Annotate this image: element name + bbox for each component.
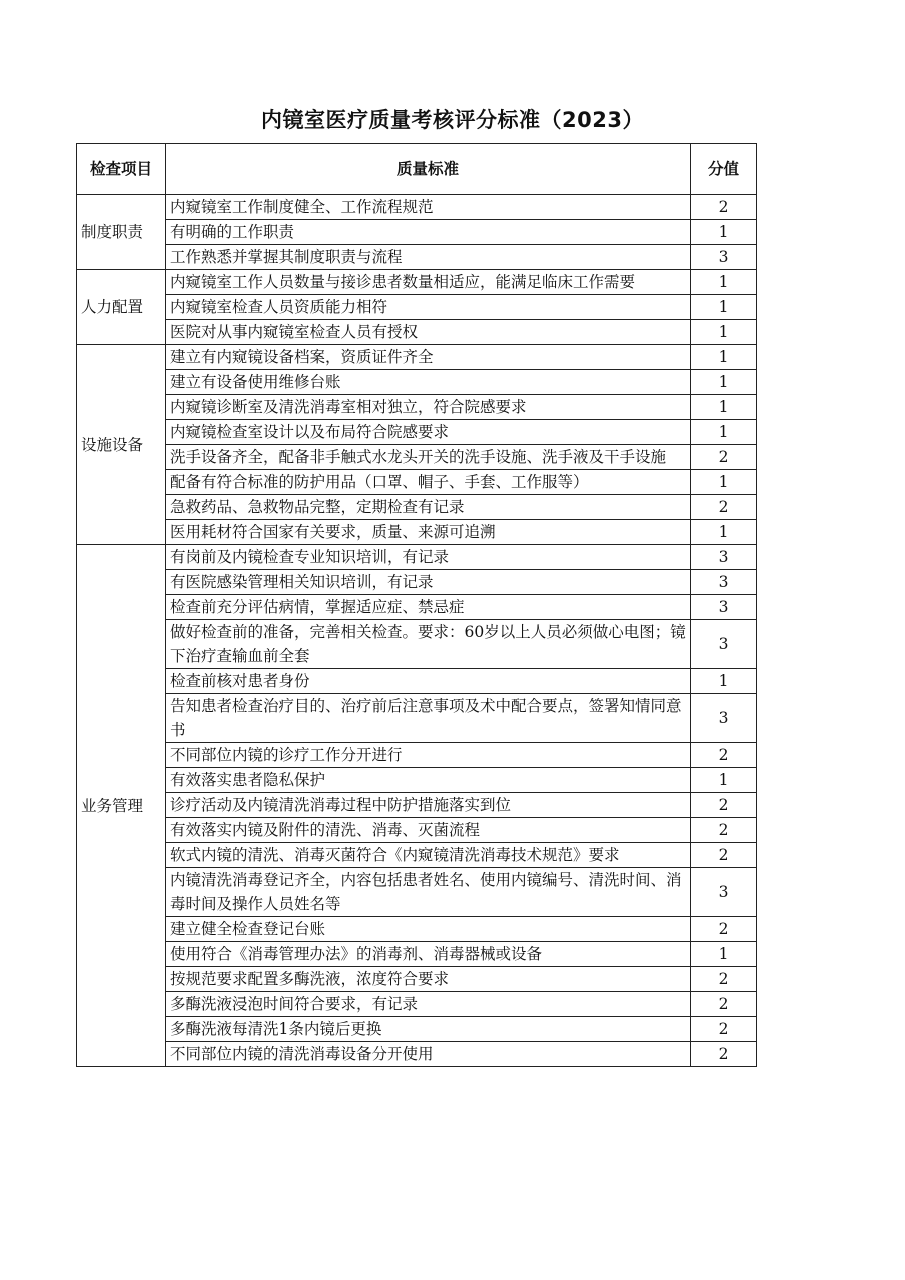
category-cell: 人力配置 (77, 270, 166, 345)
score-cell: 1 (691, 470, 757, 495)
score-cell: 1 (691, 420, 757, 445)
standard-cell: 有效落实患者隐私保护 (166, 768, 691, 793)
standard-cell: 工作熟悉并掌握其制度职责与流程 (166, 245, 691, 270)
table-row (77, 843, 757, 868)
standard-cell: 洗手设备齐全，配备非手触式水龙头开关的洗手设施、洗手液及干手设施 (166, 445, 691, 470)
table-row (77, 445, 757, 470)
standard-cell: 内窥镜诊断室及清洗消毒室相对独立，符合院感要求 (166, 395, 691, 420)
score-cell: 1 (691, 520, 757, 545)
score-cell: 1 (691, 370, 757, 395)
header-row (77, 144, 757, 195)
score-cell: 3 (691, 620, 757, 669)
standard-cell: 有明确的工作职责 (166, 220, 691, 245)
standard-cell: 按规范要求配置多酶洗液，浓度符合要求 (166, 967, 691, 992)
score-cell: 2 (691, 445, 757, 470)
table-row (77, 545, 757, 570)
table-row (77, 320, 757, 345)
standard-cell: 医院对从事内窥镜室检查人员有授权 (166, 320, 691, 345)
table-row (77, 743, 757, 768)
table-row (77, 245, 757, 270)
standard-cell: 医用耗材符合国家有关要求，质量、来源可追溯 (166, 520, 691, 545)
table-row (77, 595, 757, 620)
table-row (77, 917, 757, 942)
standard-cell: 检查前充分评估病情，掌握适应症、禁忌症 (166, 595, 691, 620)
standard-cell: 建立健全检查登记台账 (166, 917, 691, 942)
score-cell: 2 (691, 793, 757, 818)
table-row (77, 495, 757, 520)
score-cell: 1 (691, 669, 757, 694)
page-title: 内镜室医疗质量考核评分标准（2023） (261, 108, 644, 132)
standard-cell: 配备有符合标准的防护用品（口罩、帽子、手套、工作服等） (166, 470, 691, 495)
standard-cell: 做好检查前的准备，完善相关检查。要求：60岁以上人员必须做心电图；镜下治疗查输血前全套 (166, 620, 691, 669)
score-cell: 1 (691, 942, 757, 967)
standard-cell: 有效落实内镜及附件的清洗、消毒、灭菌流程 (166, 818, 691, 843)
standard-cell: 有岗前及内镜检查专业知识培训，有记录 (166, 545, 691, 570)
table-row (77, 570, 757, 595)
table-row (77, 345, 757, 370)
table-row (77, 520, 757, 545)
table-row (77, 868, 757, 917)
standard-cell: 建立有内窥镜设备档案，资质证件齐全 (166, 345, 691, 370)
table-row (77, 942, 757, 967)
score-cell: 2 (691, 1042, 757, 1067)
table-row (77, 793, 757, 818)
score-cell: 2 (691, 967, 757, 992)
score-cell: 1 (691, 295, 757, 320)
score-cell: 2 (691, 917, 757, 942)
score-cell: 1 (691, 270, 757, 295)
table-row (77, 220, 757, 245)
table-row (77, 1017, 757, 1042)
table-row (77, 270, 757, 295)
score-cell: 3 (691, 545, 757, 570)
table-row (77, 768, 757, 793)
table-row (77, 620, 757, 669)
score-cell: 3 (691, 694, 757, 743)
score-cell: 2 (691, 818, 757, 843)
table-row (77, 1042, 757, 1067)
table-row (77, 420, 757, 445)
standard-cell: 内窥镜检查室设计以及布局符合院感要求 (166, 420, 691, 445)
score-cell: 2 (691, 1017, 757, 1042)
standard-cell: 内镜清洗消毒登记齐全，内容包括患者姓名、使用内镜编号、清洗时间、消毒时间及操作人员姓名等 (166, 868, 691, 917)
table-row (77, 694, 757, 743)
score-cell: 2 (691, 495, 757, 520)
table-row (77, 395, 757, 420)
table-row (77, 669, 757, 694)
table-row (77, 195, 757, 220)
table-row (77, 470, 757, 495)
score-cell: 3 (691, 245, 757, 270)
standard-cell: 有医院感染管理相关知识培训，有记录 (166, 570, 691, 595)
score-cell: 2 (691, 843, 757, 868)
standard-cell: 内窥镜室检查人员资质能力相符 (166, 295, 691, 320)
standard-cell: 检查前核对患者身份 (166, 669, 691, 694)
assessment-table (76, 143, 757, 1067)
score-cell: 1 (691, 320, 757, 345)
table-row (77, 967, 757, 992)
score-cell: 1 (691, 345, 757, 370)
standard-cell: 不同部位内镜的诊疗工作分开进行 (166, 743, 691, 768)
standard-cell: 不同部位内镜的清洗消毒设备分开使用 (166, 1042, 691, 1067)
score-cell: 3 (691, 595, 757, 620)
standard-cell: 内窥镜室工作人员数量与接诊患者数量相适应，能满足临床工作需要 (166, 270, 691, 295)
score-cell: 2 (691, 992, 757, 1017)
standard-cell: 多酶洗液每清洗1条内镜后更换 (166, 1017, 691, 1042)
standard-cell: 内窥镜室工作制度健全、工作流程规范 (166, 195, 691, 220)
standard-cell: 建立有设备使用维修台账 (166, 370, 691, 395)
header-standard: 质量标准 (166, 144, 691, 195)
table-row (77, 295, 757, 320)
score-cell: 2 (691, 743, 757, 768)
standard-cell: 告知患者检查治疗目的、治疗前后注意事项及术中配合要点，签署知情同意书 (166, 694, 691, 743)
header-item: 检查项目 (77, 144, 166, 195)
category-cell: 制度职责 (77, 195, 166, 270)
standard-cell: 软式内镜的清洗、消毒灭菌符合《内窥镜清洗消毒技术规范》要求 (166, 843, 691, 868)
standard-cell: 多酶洗液浸泡时间符合要求，有记录 (166, 992, 691, 1017)
table-row (77, 818, 757, 843)
table-body (77, 195, 757, 1067)
category-cell: 设施设备 (77, 345, 166, 545)
header-score: 分值 (691, 144, 757, 195)
standard-cell: 急救药品、急救物品完整，定期检查有记录 (166, 495, 691, 520)
score-cell: 1 (691, 395, 757, 420)
score-cell: 1 (691, 768, 757, 793)
score-cell: 3 (691, 570, 757, 595)
table-row (77, 992, 757, 1017)
score-cell: 3 (691, 868, 757, 917)
score-cell: 2 (691, 195, 757, 220)
standard-cell: 诊疗活动及内镜清洗消毒过程中防护措施落实到位 (166, 793, 691, 818)
score-cell: 1 (691, 220, 757, 245)
category-cell: 业务管理 (77, 545, 166, 1067)
standard-cell: 使用符合《消毒管理办法》的消毒剂、消毒器械或设备 (166, 942, 691, 967)
table-row (77, 370, 757, 395)
